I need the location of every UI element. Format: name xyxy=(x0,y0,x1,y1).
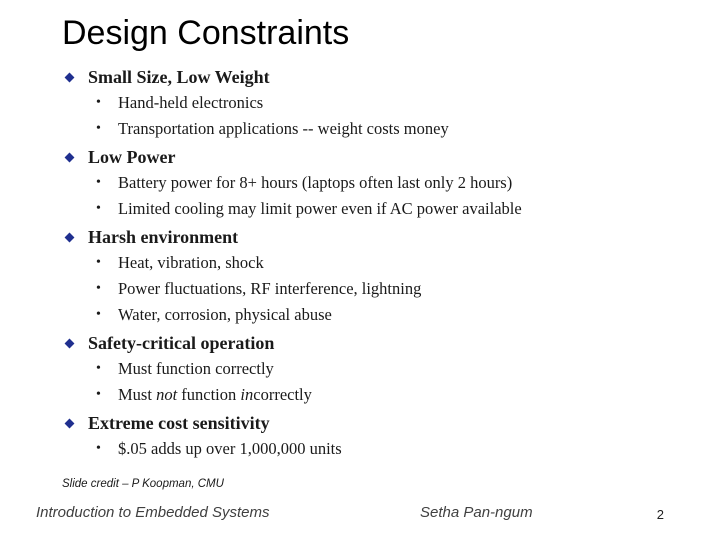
item-text: Water, corrosion, physical abuse xyxy=(118,305,332,324)
heading-text: Low Power xyxy=(88,146,176,167)
heading-text: Small Size, Low Weight xyxy=(88,66,270,87)
list-item xyxy=(62,302,682,328)
dot-bullet-icon: • xyxy=(96,361,101,376)
item-text: Limited cooling may limit power even if AC power available xyxy=(118,199,522,218)
dot-bullet-icon: • xyxy=(96,387,101,402)
heading-text: Harsh environment xyxy=(88,226,239,247)
item-text: Battery power for 8+ hours (laptops often last only 2 hours) xyxy=(118,173,513,192)
footer-author: Setha Pan-ngum xyxy=(420,504,533,521)
slide-credit: Slide credit – P Koopman, CMU xyxy=(62,478,224,490)
item-text: Power fluctuations, RF interference, lightning xyxy=(118,279,422,298)
dot-bullet-icon: • xyxy=(96,201,101,216)
dot-bullet-icon: • xyxy=(96,281,101,296)
dot-bullet-icon: • xyxy=(96,175,101,190)
list-item xyxy=(62,250,682,276)
list-item xyxy=(62,436,682,462)
list-item xyxy=(62,170,682,196)
list-item xyxy=(62,356,682,382)
item-text: Hand-held electronics xyxy=(118,93,264,112)
diamond-bullet-icon xyxy=(65,338,75,348)
dot-bullet-icon: • xyxy=(96,307,101,322)
dot-bullet-icon: • xyxy=(96,95,101,110)
section-small-size xyxy=(62,64,682,142)
slide-title: Design Constraints xyxy=(62,14,350,52)
section-low-power xyxy=(62,144,682,222)
section-heading xyxy=(62,144,682,170)
dot-bullet-icon: • xyxy=(96,121,101,136)
section-heading xyxy=(62,410,682,436)
list-item xyxy=(62,90,682,116)
section-heading xyxy=(62,330,682,356)
list-item xyxy=(62,276,682,302)
item-text: Transportation applications -- weight costs money xyxy=(118,119,449,138)
diamond-bullet-icon xyxy=(65,152,75,162)
heading-text: Extreme cost sensitivity xyxy=(88,412,270,433)
dot-bullet-icon: • xyxy=(96,441,101,456)
section-harsh-environment xyxy=(62,224,682,328)
section-heading xyxy=(62,224,682,250)
list-item xyxy=(62,382,682,408)
diamond-bullet-icon xyxy=(65,232,75,242)
page-number: 2 xyxy=(656,507,664,522)
list-item xyxy=(62,196,682,222)
heading-text: Safety-critical operation xyxy=(88,332,275,353)
section-safety-critical xyxy=(62,330,682,408)
footer-course-title: Introduction to Embedded Systems xyxy=(36,504,270,521)
dot-bullet-icon: • xyxy=(96,255,101,270)
section-cost-sensitivity xyxy=(62,410,682,462)
item-text: Must not function incorrectly xyxy=(118,385,312,404)
bullet-list xyxy=(62,62,682,462)
list-item xyxy=(62,116,682,142)
diamond-bullet-icon xyxy=(65,72,75,82)
item-text: $.05 adds up over 1,000,000 units xyxy=(118,439,342,458)
item-text: Heat, vibration, shock xyxy=(118,253,264,272)
diamond-bullet-icon xyxy=(65,418,75,428)
item-text: Must function correctly xyxy=(118,359,274,378)
section-heading xyxy=(62,64,682,90)
